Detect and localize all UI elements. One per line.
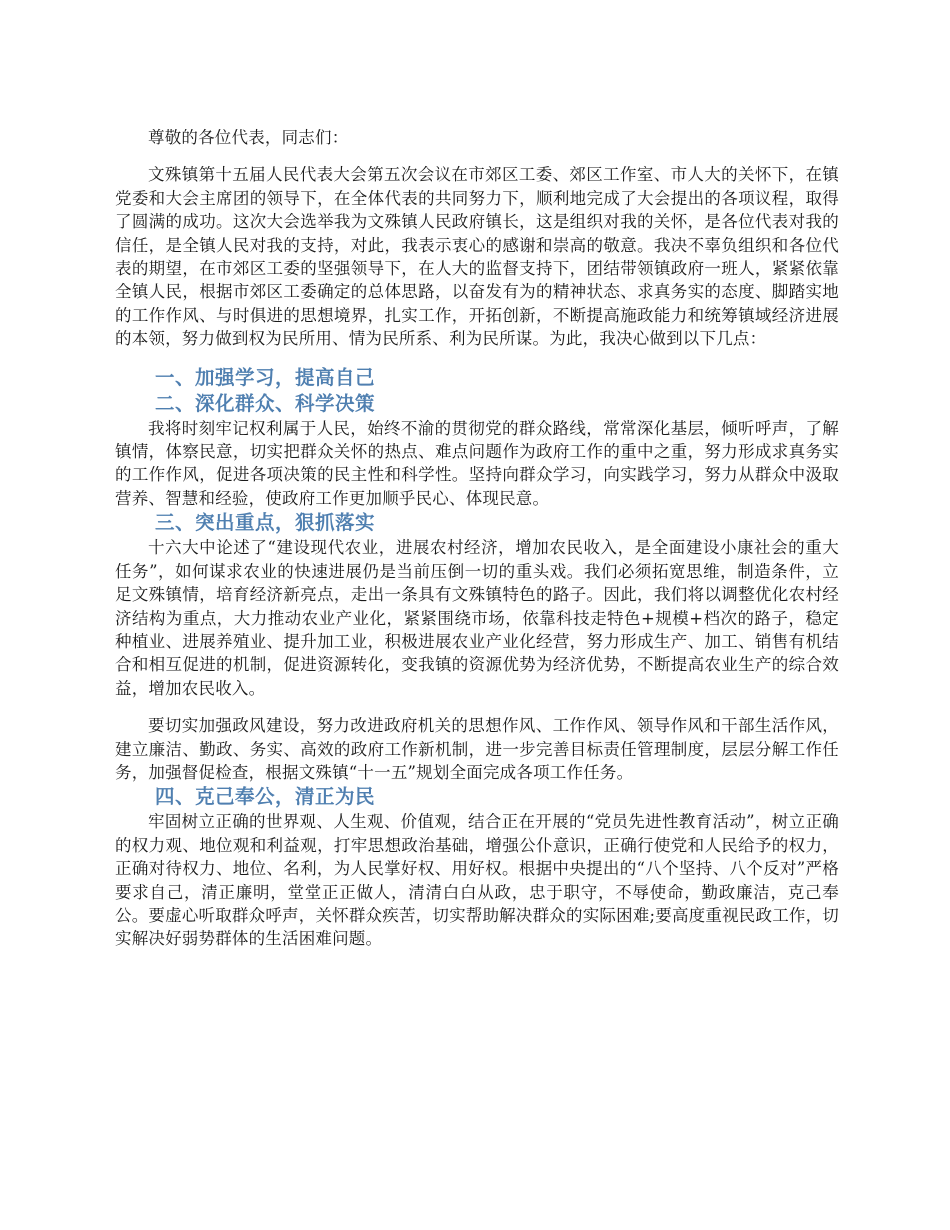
section-heading-1: 一、加强学习，提高自己 xyxy=(155,365,376,389)
greeting: 尊敬的各位代表，同志们： xyxy=(148,128,349,147)
document-body xyxy=(115,126,839,951)
section-heading-2: 二、深化群众、科学决策 xyxy=(155,391,376,415)
section-heading-4: 四、克己奉公，清正为民 xyxy=(155,785,376,809)
section-3-paragraph-2: 要切实加强政风建设，努力改进政府机关的思想作风、工作作风、领导作风和干部生活作风，建立廉洁、勤政、务实、高效的政府工作新机制，进一步完善目标责任管理制度，层层分解工作任务，加强督促检查，根据文殊镇“十一五”规划全面完成各项工作任务。 xyxy=(115,716,839,782)
section-2-paragraph: 我将时刻牢记权利属于人民，始终不渝的贯彻党的群众路线，常常深化基层，倾听呼声，了解镇情，体察民意，切实把群众关怀的热点、难点问题作为政府工作的重中之重，努力形成求真务实的工作作风，促进各项决策的民主性和科学性。坚持向群众学习，向实践学习，努力从群众中汲取营养、智慧和经验，使政府工作更加顺乎民心、体现民意。 xyxy=(115,418,839,508)
section-4-paragraph: 牢固树立正确的世界观、人生观、价值观，结合正在开展的“党员先进性教育活动”，树立正确的权力观、地位观和利益观，打牢思想政治基础，增强公仆意识，正确行使党和人民给予的权力，正确对待权力、地位、名利，为人民掌好权、用好权。根据中央提出的“八个坚持、八个反对”严格要求自己，清正廉明，堂堂正正做人，清清白白从政，忠于职守，不辱使命，勤政廉洁，克己奉公。要虚心听取群众呼声，关怀群众疾苦，切实帮助解决群众的实际困难;要高度重视民政工作，切实解决好弱势群体的生活困难问题。 xyxy=(115,812,839,949)
section-heading-3: 三、突出重点，狠抓落实 xyxy=(155,511,376,535)
section-3-paragraph-1: 十六大中论述了“建设现代农业，进展农村经济，增加农民收入，是全面建设小康社会的重大任务”，如何谋求农业的快速进展仍是当前压倒一切的重头戏。我们必须拓宽思维，制造条件，立足文殊镇情，培育经济新亮点，走出一条具有文殊镇特色的路子。因此，我们将以调整优化农村经济结构为重点，大力推动农业产业化，紧紧围绕市场，依靠科技走特色+规模+档次的路子，稳定种植业、进展养殖业、提升加工业，积极进展农业产业化经营，努力形成生产、加工、销售有机结合和相互促进的机制，促进资源转化，变我镇的资源优势为经济优势，不断提高农业生产的综合效益，增加农民收入。 xyxy=(115,538,839,698)
intro-paragraph: 文殊镇第十五届人民代表大会第五次会议在市郊区工委、郊区工作室、市人大的关怀下，在镇党委和大会主席团的领导下，在全体代表的共同努力下，顺利地完成了大会提出的各项议程，取得了圆满的成功。这次大会选举我为文殊镇人民政府镇长，这是组织对我的关怀，是各位代表对我的信任，是全镇人民对我的支持，对此，我表示衷心的感谢和崇高的敬意。我决不辜负组织和各位代表的期望，在市郊区工委的坚强领导下，在人大的监督支持下，团结带领镇政府一班人，紧紧依靠全镇人民，根据市郊区工委确定的总体思路，以奋发有为的精神状态、求真务实的态度、脚踏实地的工作作风、与时俱进的思想境界，扎实工作，开拓创新，不断提高施政能力和统筹镇域经济进展的本领，努力做到权为民所用、情为民所系、利为民所谋。为此，我决心做到以下几点： xyxy=(115,165,839,349)
